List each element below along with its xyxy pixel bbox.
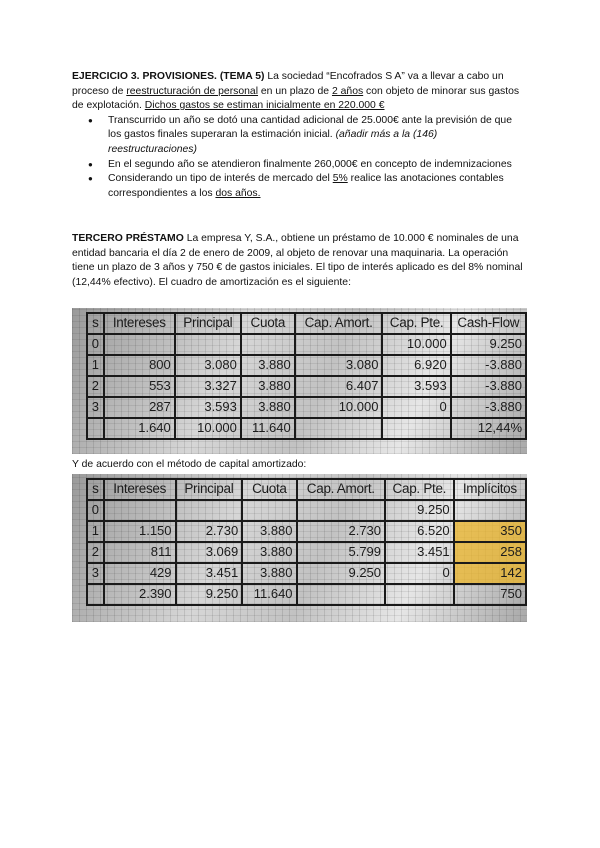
table-cell — [176, 500, 243, 521]
table-cell: 3.069 — [176, 542, 243, 563]
column-header: Cuota — [241, 313, 295, 334]
table-cell: 9.250 — [451, 334, 526, 355]
table-cell: 258 — [454, 542, 526, 563]
column-header: s — [87, 479, 104, 500]
intro-underline-1: reestructuración de personal — [126, 85, 259, 97]
table-row — [87, 397, 526, 418]
table-cell — [104, 334, 175, 355]
table-cell: 11.640 — [241, 418, 295, 439]
table-cell: 800 — [104, 355, 175, 376]
table-cell: 142 — [454, 563, 526, 584]
bullet-3-underline-1: 5% — [332, 173, 348, 185]
table-cell: 9.250 — [176, 584, 243, 605]
table-cell: 9.250 — [297, 563, 386, 584]
table-cell: 3.880 — [241, 397, 295, 418]
bullet-2-text: En el segundo año se atendieron finalmente 260,000€ en concepto de indemnizaciones — [108, 158, 512, 170]
table-header-row — [87, 313, 526, 334]
table-cell — [454, 500, 526, 521]
exercise3-heading: EJERCICIO 3. PROVISIONES. (TEMA 5) — [72, 71, 265, 82]
table-cell: 10.000 — [295, 397, 383, 418]
table-cell — [297, 500, 386, 521]
table-cell: 3.327 — [175, 376, 241, 397]
table-cell: 10.000 — [175, 418, 241, 439]
table-cell: 0 — [87, 334, 104, 355]
table-row — [87, 418, 526, 439]
amortization-table-photo — [72, 308, 527, 454]
table-cell: 3.880 — [242, 542, 296, 563]
table-cell — [104, 500, 176, 521]
column-header: Intereses — [104, 313, 175, 334]
table-cell: 1 — [87, 521, 104, 542]
table-row — [87, 584, 526, 605]
table-cell: 2.730 — [297, 521, 386, 542]
table-row — [87, 334, 526, 355]
intro-text: La sociedad “Encofrados S A” va a llevar a cabo un proceso de — [72, 71, 504, 97]
table-cell: 11.640 — [242, 584, 296, 605]
table-cell: -3.880 — [451, 355, 526, 376]
column-header: Cash-Flow — [451, 313, 526, 334]
bullet-1-note: (añadir más a la (146) reestructuraciones) — [108, 129, 438, 155]
table-cell: 3.593 — [382, 376, 450, 397]
table-cell: 2 — [87, 376, 104, 397]
bullet-2 — [72, 158, 527, 173]
table-cell — [295, 334, 383, 355]
table-cell: 2.730 — [176, 521, 243, 542]
bullet-1-text: Transcurrido un año se dotó una cantidad adicional de 25.000€ ante la previsión de que los gastos finales superaran la estimación inicial. — [108, 114, 512, 141]
bullet-3-text: Considerando un tipo de interés de mercado del — [108, 173, 333, 185]
bullet-3-text-2: realice las anotaciones contables correspondientes a los — [108, 173, 504, 199]
exercise3-section — [72, 70, 527, 201]
column-header: Implícitos — [454, 479, 526, 500]
exercise3-intro — [72, 70, 527, 114]
tercero-paragraph — [72, 232, 527, 290]
table-cell: 3.880 — [241, 376, 295, 397]
table-cell: 6.920 — [382, 355, 450, 376]
table-cell: 429 — [104, 563, 176, 584]
tercero-heading: TERCERO PRÉSTAMO — [72, 233, 184, 244]
table-cell — [385, 584, 454, 605]
column-header: Principal — [176, 479, 243, 500]
table-cell — [382, 418, 450, 439]
table-cell: 3 — [87, 397, 104, 418]
table-cell: 0 — [385, 563, 454, 584]
column-header: Principal — [175, 313, 241, 334]
table-cell: 3.080 — [175, 355, 241, 376]
table-cell: 1.640 — [104, 418, 175, 439]
between-text-block — [72, 458, 527, 473]
between-text: Y de acuerdo con el método de capital amortizado: — [72, 459, 307, 470]
table-cell: 0 — [382, 397, 450, 418]
table-cell: 9.250 — [385, 500, 454, 521]
intro-underline-3: Dichos gastos se estiman inicialmente en 220.000 € — [144, 100, 385, 112]
table-row — [87, 563, 526, 584]
table-cell: 553 — [104, 376, 175, 397]
table-cell: -3.880 — [451, 376, 526, 397]
table-cell: 3 — [87, 563, 104, 584]
table-cell: 6.520 — [385, 521, 454, 542]
table-cell: 3.880 — [242, 563, 296, 584]
intro-text-3: con objeto de minorar sus gastos de explotación. — [72, 85, 520, 112]
column-header: Cap. Amort. — [297, 479, 386, 500]
table-cell: 1.150 — [104, 521, 176, 542]
table-row — [87, 500, 526, 521]
column-header: Intereses — [104, 479, 176, 500]
table-cell: 5.799 — [297, 542, 386, 563]
table-cell — [295, 418, 383, 439]
bullet-1 — [72, 114, 527, 158]
capital-amortized-table-photo — [72, 474, 527, 622]
column-header: Cuota — [242, 479, 296, 500]
bullet-3-underline-2: dos años. — [215, 187, 261, 199]
table-cell: 2.390 — [104, 584, 176, 605]
table-row — [87, 376, 526, 397]
table-cell: 3.593 — [175, 397, 241, 418]
table-cell: 12,44% — [451, 418, 526, 439]
table-cell: 6.407 — [295, 376, 383, 397]
table-row — [87, 521, 526, 542]
bullet-3 — [72, 172, 527, 201]
amortization-table — [86, 312, 527, 440]
table-row — [87, 542, 526, 563]
table-cell: 350 — [454, 521, 526, 542]
table-cell: 3.880 — [242, 521, 296, 542]
table-cell: 3.080 — [295, 355, 383, 376]
table-cell — [297, 584, 386, 605]
intro-text-2: en un plazo de — [258, 85, 332, 97]
table-cell: 3.451 — [176, 563, 243, 584]
table-cell — [87, 418, 104, 439]
table-cell: 2 — [87, 542, 104, 563]
table-cell — [87, 584, 104, 605]
capital-amortized-table — [86, 478, 527, 606]
table-cell: 10.000 — [382, 334, 450, 355]
table-cell: 811 — [104, 542, 176, 563]
tercero-section — [72, 232, 527, 290]
table-cell: 1 — [87, 355, 104, 376]
table-cell: -3.880 — [451, 397, 526, 418]
exercise3-bullets — [72, 114, 527, 202]
table-row — [87, 355, 526, 376]
table-cell: 287 — [104, 397, 175, 418]
table-cell — [175, 334, 241, 355]
table-cell: 3.880 — [241, 355, 295, 376]
table-cell — [242, 500, 296, 521]
intro-underline-2: 2 años — [331, 85, 364, 97]
column-header: Cap. Pte. — [385, 479, 454, 500]
table-header-row — [87, 479, 526, 500]
column-header: s — [87, 313, 104, 334]
table-cell — [241, 334, 295, 355]
table-cell: 0 — [87, 500, 104, 521]
table-cell: 3.451 — [385, 542, 454, 563]
tercero-text: La empresa Y, S.A., obtiene un préstamo de 10.000 € nominales de una entidad bancaria el día 2 de enero de 2009, al objeto de renovar una maquinaria. La operación tiene un plazo de 3 años y 750 € de gastos iniciales. El tipo de interés aplicado es del 8% nominal (12,44% efectivo). El cuadro de amortización es el siguiente: — [72, 233, 523, 288]
column-header: Cap. Amort. — [295, 313, 383, 334]
column-header: Cap. Pte. — [382, 313, 450, 334]
table-cell: 750 — [454, 584, 526, 605]
